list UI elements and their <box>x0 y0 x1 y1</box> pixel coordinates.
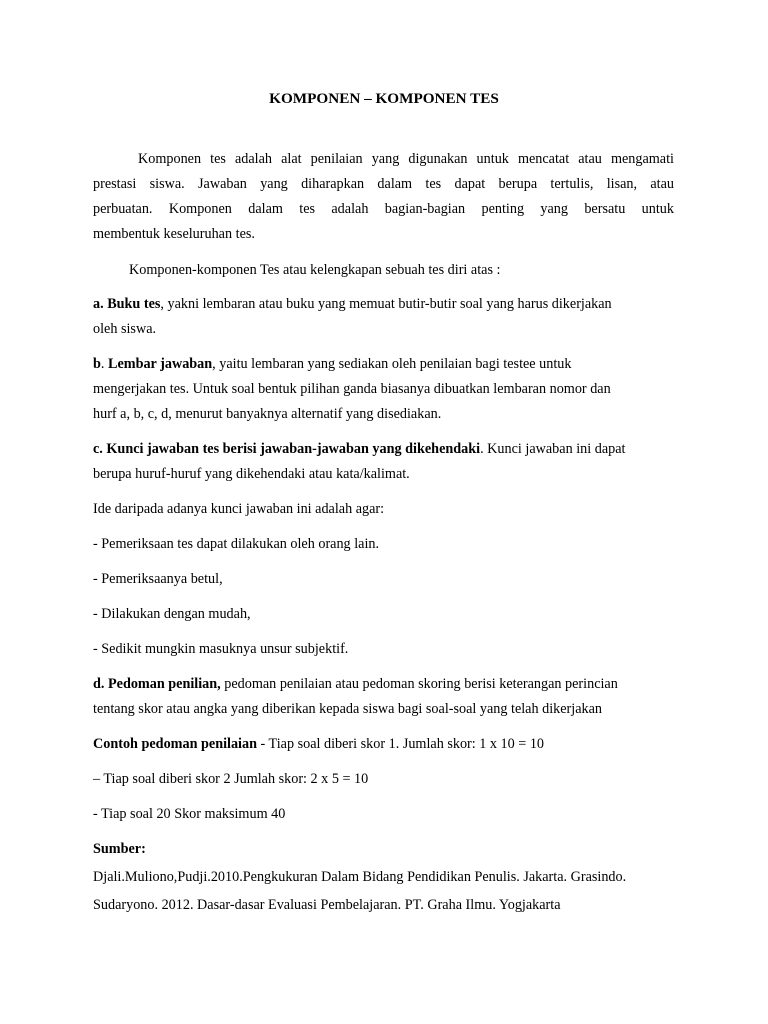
reference-item: Djali.Muliono,Pudji.2010.Pengkukuran Dalam Bidang Pendidikan Penulis. Jakarta. Grasindo. <box>93 869 627 885</box>
item-d-line: tentang skor atau angka yang diberikan kepada siswa bagi soal-soal yang telah dikerjakan <box>93 701 602 717</box>
example-line: - Tiap soal 20 Skor maksimum 40 <box>93 806 286 822</box>
example-label: Contoh pedoman penilaian <box>93 736 257 752</box>
intro-line: membentuk keseluruhan tes. <box>93 226 255 242</box>
item-d-text: pedoman penilaian atau pedoman skoring berisi keterangan perincian <box>220 676 618 692</box>
item-b-line: mengerjakan tes. Untuk soal bentuk pilihan ganda biasanya dibuatkan lembaran nomor dan <box>93 381 611 397</box>
item-c-text: . Kunci jawaban ini dapat <box>480 441 626 457</box>
item-a-label: a. Buku tes <box>93 296 161 312</box>
bullet-item: - Dilakukan dengan mudah, <box>93 606 251 622</box>
idea-lead: Ide daripada adanya kunci jawaban ini adalah agar: <box>93 501 385 517</box>
intro-line: prestasi siswa. Jawaban yang diharapkan dalam tes dapat berupa tertulis, lisan, atau <box>93 176 674 192</box>
item-b-prefix: b <box>93 356 101 372</box>
item-d-label: d. Pedoman penilian, <box>93 676 221 692</box>
bullet-item: - Pemeriksaan tes dapat dilakukan oleh orang lain. <box>93 536 380 552</box>
example-text: - Tiap soal diberi skor 1. Jumlah skor: 1 x 10 = 10 <box>257 736 545 752</box>
item-b-line <box>93 355 571 373</box>
item-a-text: , yakni lembaran atau buku yang memuat butir-butir soal yang harus dikerjakan <box>160 296 612 312</box>
intro-line: perbuatan. Komponen dalam tes adalah bagian-bagian penting yang bersatu untuk <box>93 201 674 217</box>
intro-line: Komponen tes adalah alat penilaian yang digunakan untuk mencatat atau mengamati <box>138 151 674 167</box>
example-line: – Tiap soal diberi skor 2 Jumlah skor: 2 x 5 = 10 <box>93 771 369 787</box>
item-c-line: berupa huruf-huruf yang dikehendaki atau kata/kalimat. <box>93 466 410 482</box>
item-d-line <box>93 675 618 693</box>
sources-heading <box>93 840 146 858</box>
item-b-line: hurf a, b, c, d, menurut banyaknya alternatif yang disediakan. <box>93 406 442 422</box>
document-title: KOMPONEN – KOMPONEN TES <box>269 90 499 107</box>
sources-heading-text: Sumber: <box>93 841 146 857</box>
bullet-item: - Sedikit mungkin masuknya unsur subjektif. <box>93 641 349 657</box>
bullet-item: - Pemeriksaanya betul, <box>93 571 223 587</box>
item-b-text: , yaitu lembaran yang sediakan oleh penilaian bagi testee untuk <box>212 356 572 372</box>
reference-item: Sudaryono. 2012. Dasar-dasar Evaluasi Pembelajaran. PT. Graha Ilmu. Yogjakarta <box>93 897 561 913</box>
item-a-line: oleh siswa. <box>93 321 157 337</box>
item-c-line <box>93 440 625 458</box>
item-a-line <box>93 295 612 313</box>
item-b-separator: . <box>100 356 108 372</box>
item-c-label: c. Kunci jawaban tes berisi jawaban-jawaban yang dikehendaki <box>93 441 481 457</box>
example-line <box>93 735 544 753</box>
item-b-label: Lembar jawaban <box>107 356 213 372</box>
lead-paragraph: Komponen-komponen Tes atau kelengkapan sebuah tes diri atas : <box>129 262 501 278</box>
